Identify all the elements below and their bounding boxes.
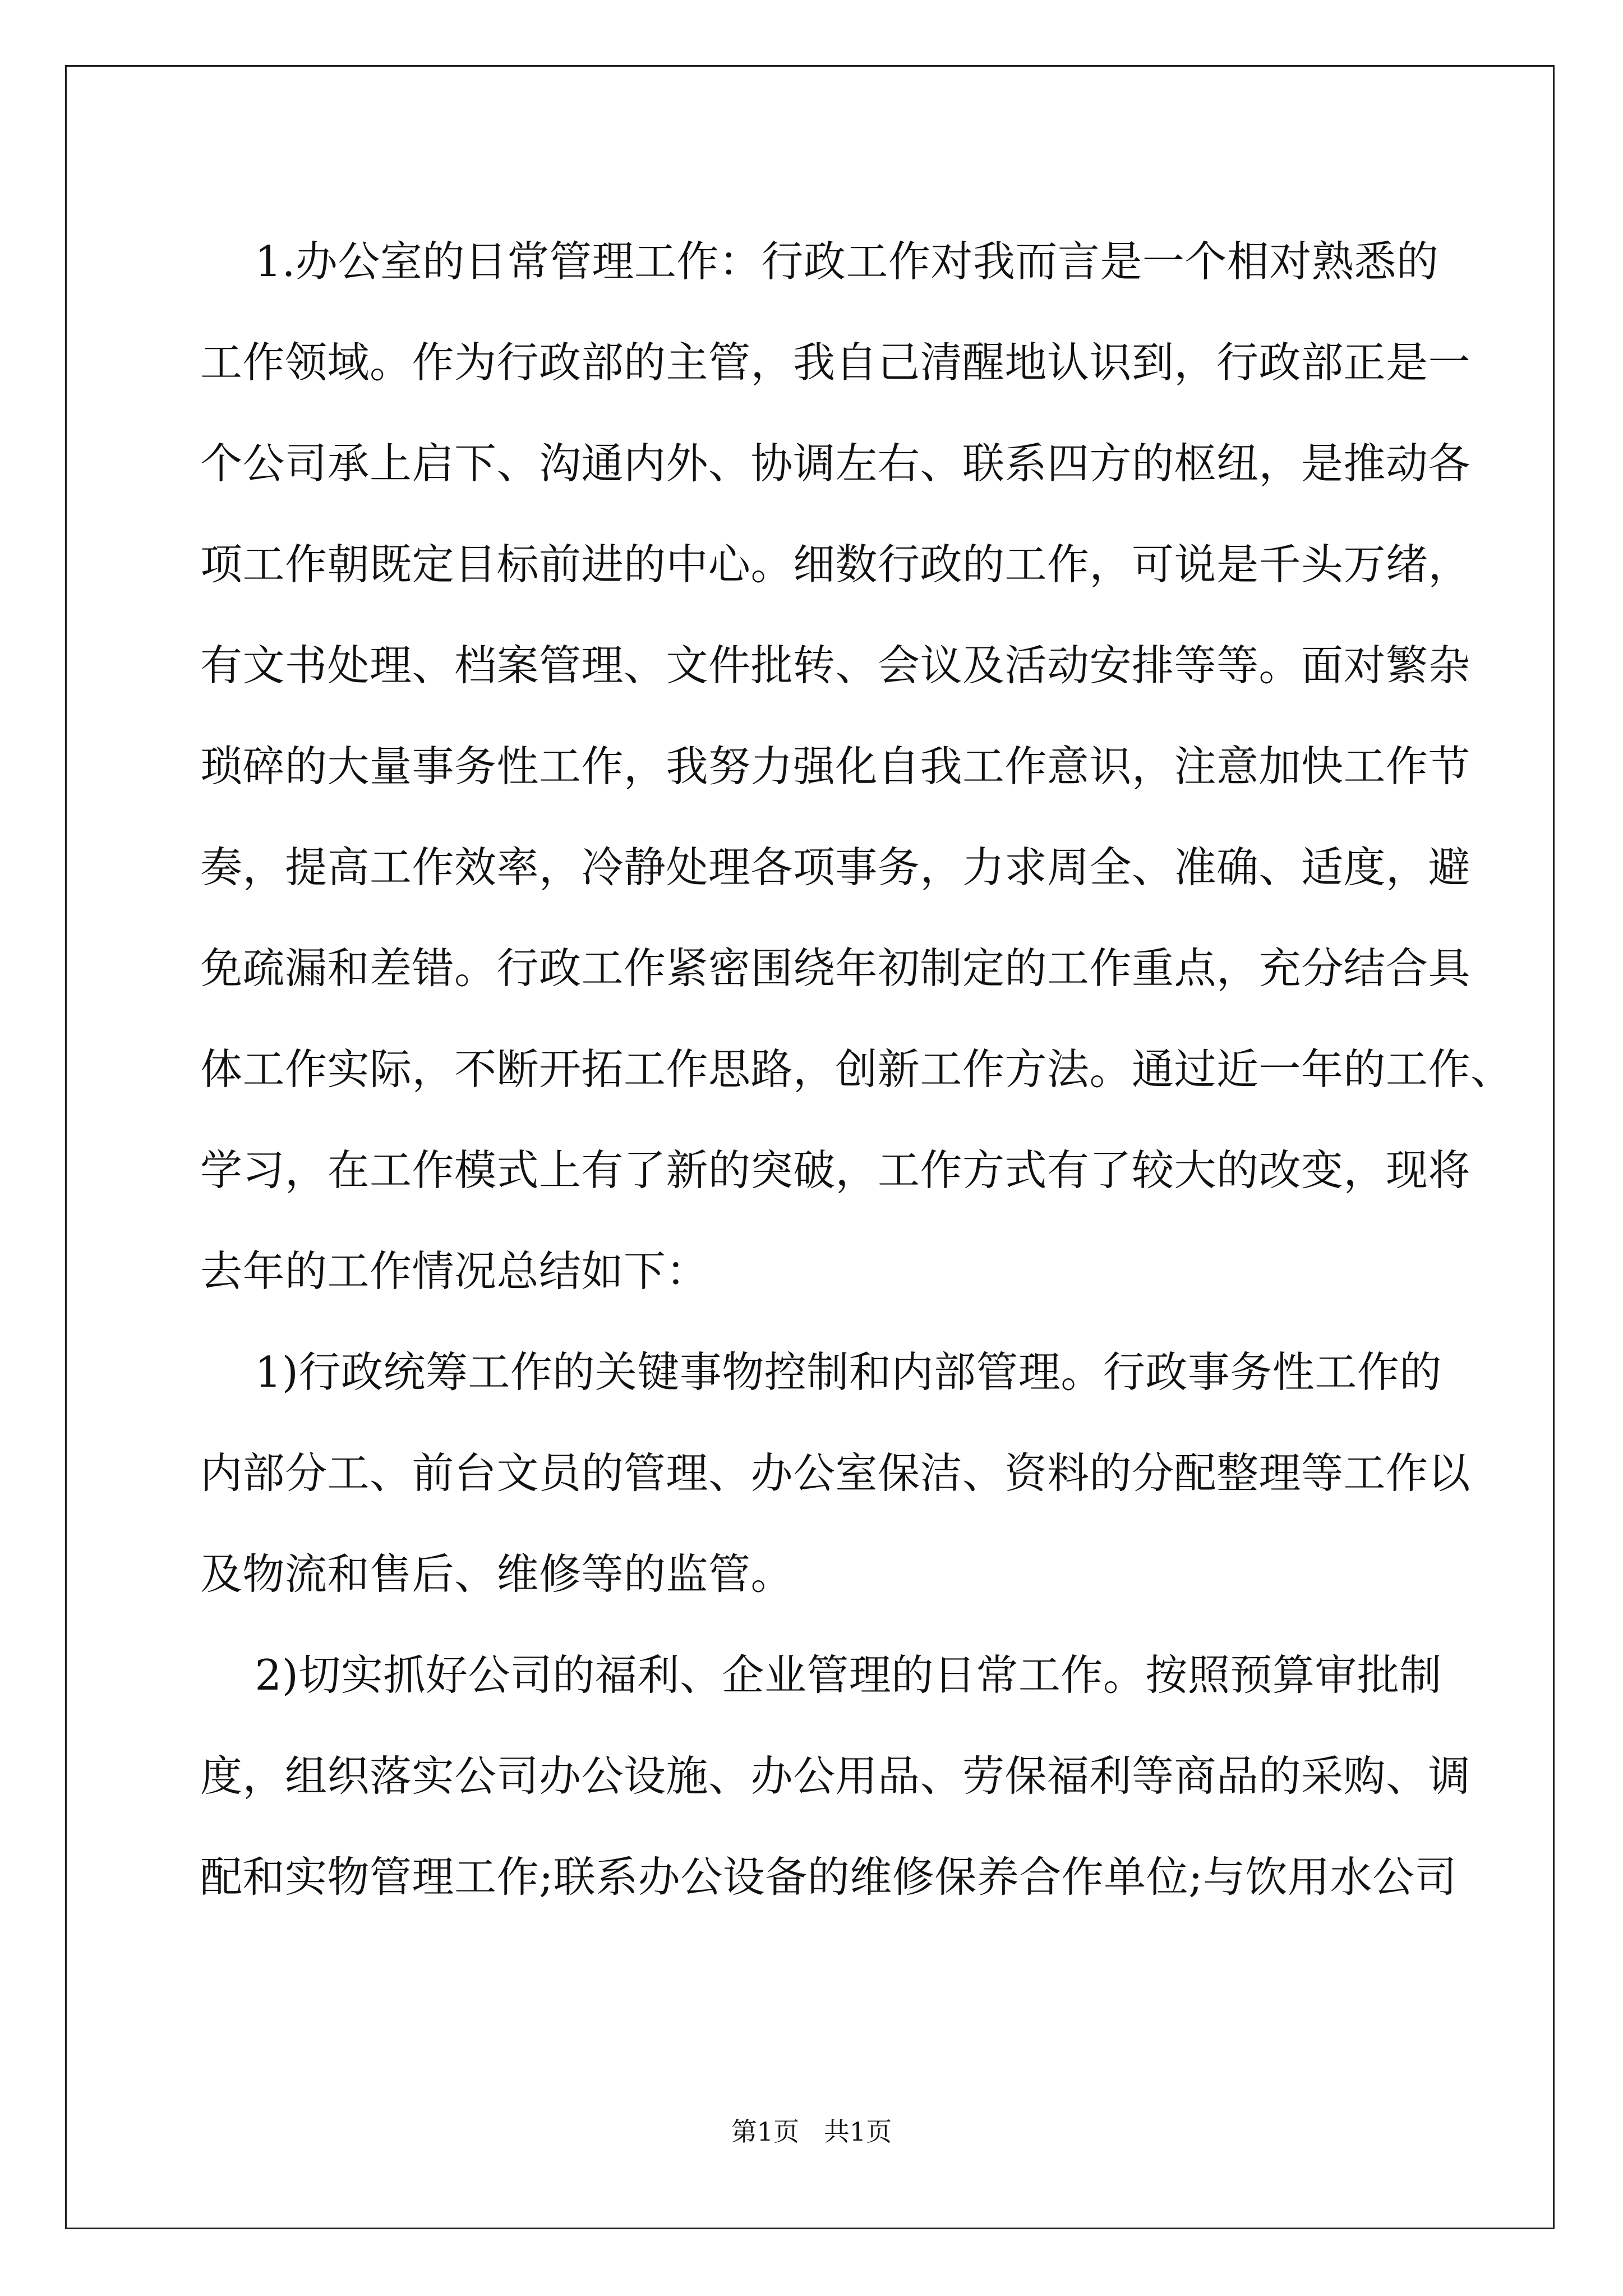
page-footer: 第1页 共1页 <box>731 2116 892 2147</box>
text-line: 学习，在工作模式上有了新的突破，工作方式有了较大的改变，现将 <box>200 1145 1471 1195</box>
text-line: 配和实物管理工作;联系办公设备的维修保养合作单位;与饮用水公司 <box>200 1852 1458 1902</box>
text-line: 1.办公室的日常管理工作：行政工作对我而言是一个相对熟悉的 <box>200 237 1439 286</box>
text-line: 奏，提高工作效率，冷静处理各项事务，力求周全、准确、适度，避 <box>200 843 1471 892</box>
text-line: 有文书处理、档案管理、文件批转、会议及活动安排等等。面对繁杂 <box>200 641 1471 690</box>
text-line: 度，组织落实公司办公设施、办公用品、劳保福利等商品的采购、调 <box>200 1751 1471 1801</box>
text-line: 工作领域。作为行政部的主管，我自己清醒地认识到，行政部正是一 <box>200 338 1471 387</box>
text-line: 及物流和售后、维修等的监管。 <box>200 1549 794 1599</box>
document-body <box>200 211 1513 1927</box>
text-line: 免疏漏和差错。行政工作紧密围绕年初制定的工作重点，充分结合具 <box>200 944 1471 993</box>
text-line: 内部分工、前台文员的管理、办公室保洁、资料的分配整理等工作以 <box>200 1448 1471 1498</box>
text-line: 个公司承上启下、沟通内外、协调左右、联系四方的枢纽，是推动各 <box>200 439 1471 488</box>
text-line: 2)切实抓好公司的福利、企业管理的日常工作。按照预算审批制 <box>200 1650 1442 1700</box>
text-line: 体工作实际，不断开拓工作思路，创新工作方法。通过近一年的工作、 <box>200 1045 1513 1094</box>
text-line: 项工作朝既定目标前进的中心。细数行政的工作，可说是千头万绪， <box>200 540 1471 589</box>
text-line: 去年的工作情况总结如下： <box>200 1246 709 1296</box>
text-line: 1)行政统筹工作的关键事物控制和内部管理。行政事务性工作的 <box>200 1347 1442 1397</box>
text-line: 琐碎的大量事务性工作，我努力强化自我工作意识，注意加快工作节 <box>200 742 1471 791</box>
